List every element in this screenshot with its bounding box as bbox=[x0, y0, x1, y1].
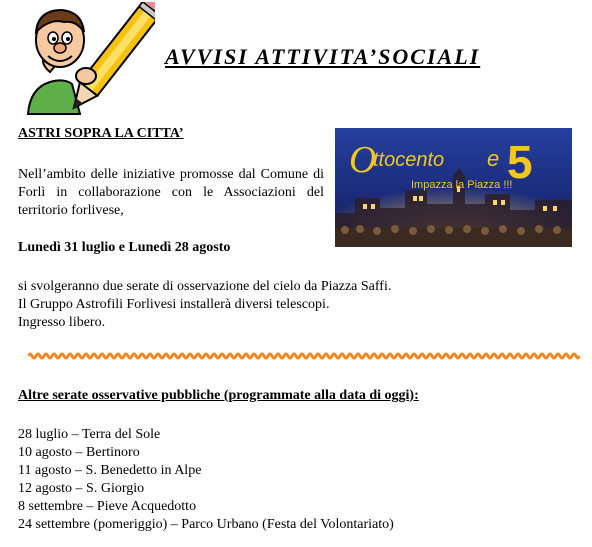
svg-text:O: O bbox=[349, 139, 377, 181]
list-item: 8 settembre – Pieve Acquedotto bbox=[18, 499, 197, 514]
event-description bbox=[18, 278, 558, 332]
section-title-other-events: Altre serate osservative pubbliche (programmate alla data di oggi): bbox=[18, 388, 419, 403]
description-line: si svolgeranno due serate di osservazione del cielo da Piazza Saffi. bbox=[18, 279, 392, 294]
list-item: 28 luglio – Terra del Sole bbox=[18, 427, 161, 442]
section-title-astri: ASTRI SOPRA LA CITTA’ bbox=[18, 126, 184, 141]
event-banner-image bbox=[335, 128, 572, 247]
wave-divider bbox=[28, 351, 580, 361]
svg-text:e: e bbox=[487, 146, 500, 171]
events-list bbox=[18, 426, 394, 534]
list-item: 10 agosto – Bertinoro bbox=[18, 445, 140, 460]
list-item: 24 settembre (pomeriggio) – Parco Urbano (Festa del Volontariato) bbox=[18, 517, 394, 532]
list-item: 12 agosto – S. Giorgio bbox=[18, 481, 145, 496]
page-title: AVVISI ATTIVITA’SOCIALI bbox=[165, 44, 481, 69]
banner-logo-number: 5 bbox=[507, 136, 533, 188]
banner-subtitle: Impazza la Piazza !!! bbox=[411, 179, 513, 191]
description-line: Il Gruppo Astrofili Forlivesi installerà diversi telescopi. bbox=[18, 297, 330, 312]
cartoon-pencil-icon bbox=[20, 2, 155, 117]
banner-logo-word: ttocento bbox=[373, 149, 445, 171]
event-dates: Lunedì 31 luglio e Lunedì 28 agosto bbox=[18, 240, 231, 255]
description-line: Ingresso libero. bbox=[18, 315, 106, 330]
section-intro-text: Nell’ambito delle iniziative promosse dal Comune di Forlì in collaborazione con le Associazioni del territorio forlivese, bbox=[18, 167, 324, 218]
list-item: 11 agosto – S. Benedetto in Alpe bbox=[18, 463, 202, 478]
